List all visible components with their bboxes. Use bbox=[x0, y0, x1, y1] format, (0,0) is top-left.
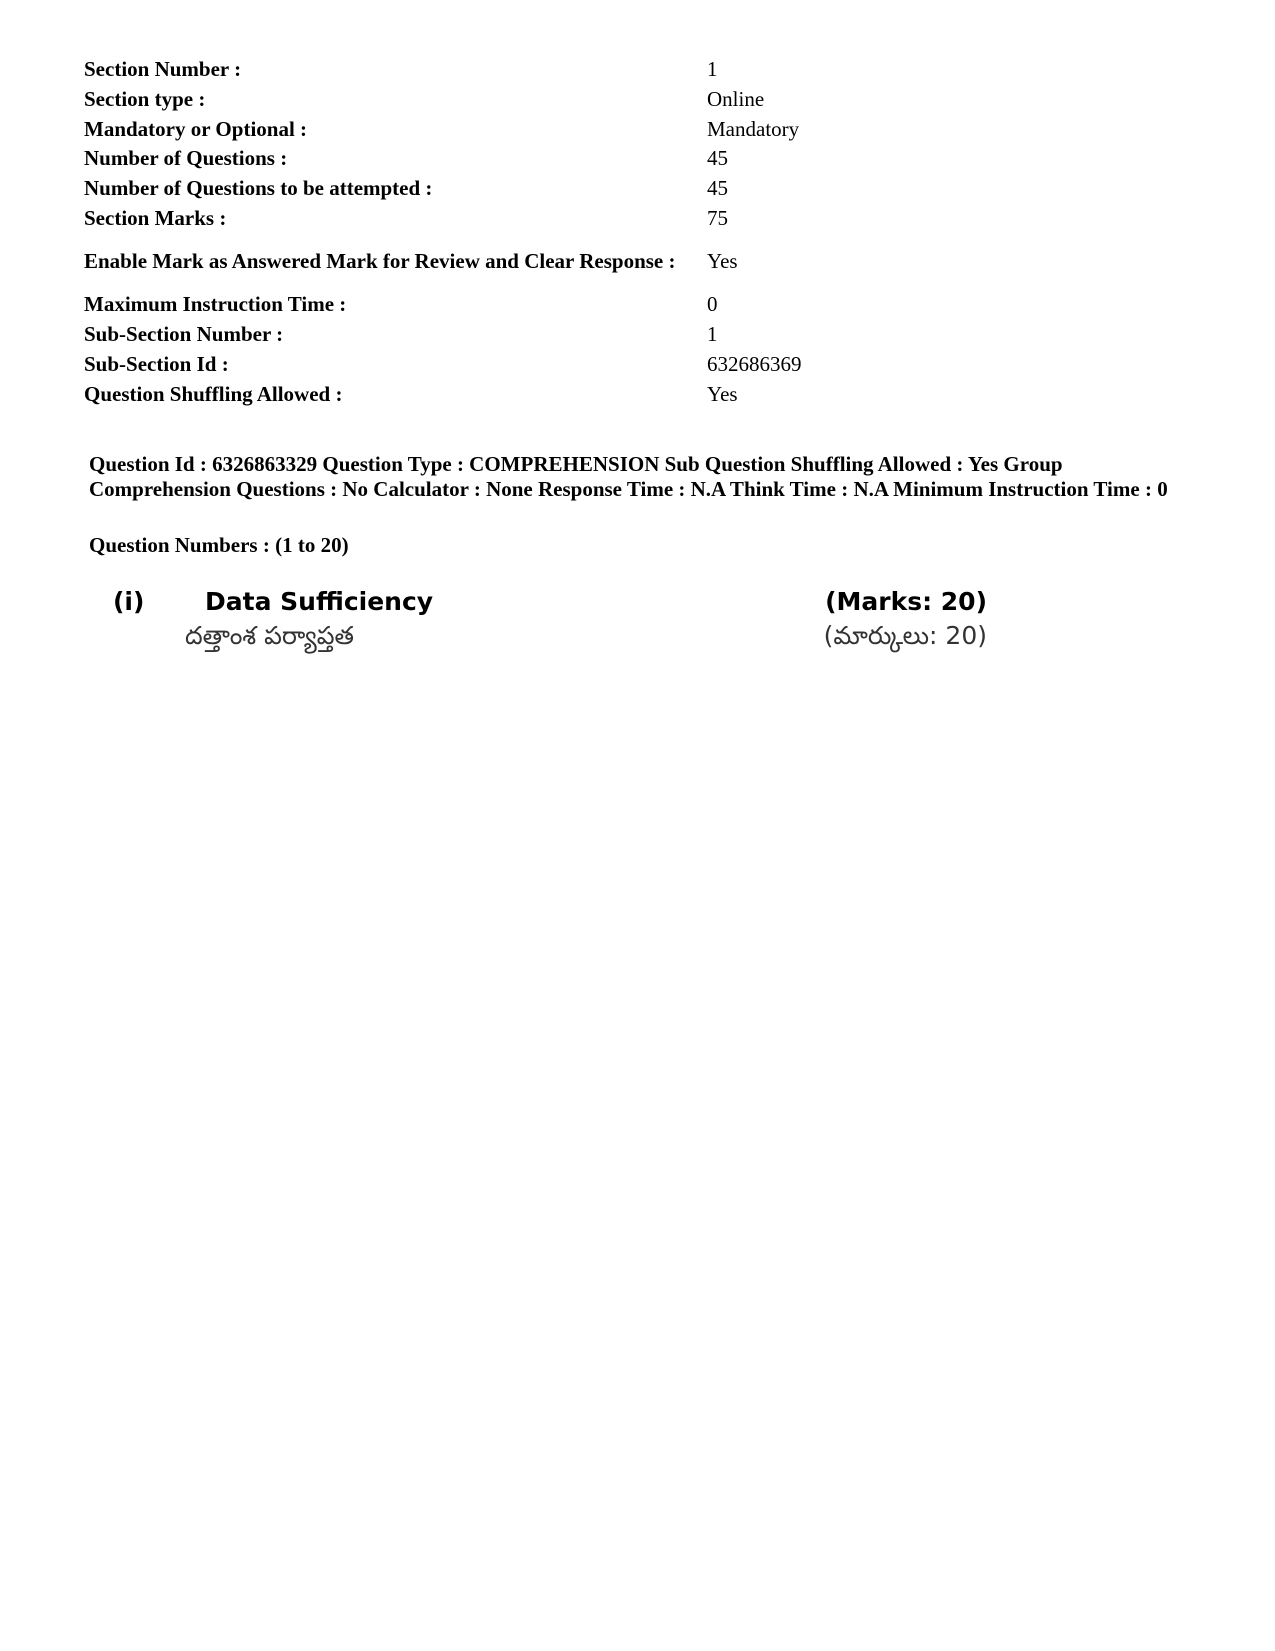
info-value: Yes bbox=[707, 381, 738, 406]
info-label: Section Number : bbox=[84, 57, 242, 82]
heading-title-english: Data Sufficiency bbox=[205, 587, 434, 616]
info-row-section-number bbox=[84, 55, 924, 85]
question-numbers: Question Numbers : (1 to 20) bbox=[89, 533, 349, 557]
info-row-question-shuffling bbox=[84, 379, 924, 409]
info-value: 45 bbox=[707, 176, 728, 201]
heading-marks-telugu: (మార్కులు: 20) bbox=[823, 621, 987, 650]
info-label: Maximum Instruction Time : bbox=[84, 292, 347, 317]
info-value: 1 bbox=[707, 322, 718, 347]
section-info-table bbox=[84, 55, 924, 409]
info-row-section-marks bbox=[84, 203, 924, 233]
info-label: Section type : bbox=[84, 87, 206, 112]
info-label: Number of Questions to be attempted : bbox=[84, 176, 433, 201]
info-row-sub-section-number bbox=[84, 320, 924, 350]
comprehension-heading bbox=[110, 585, 990, 665]
info-row-section-type bbox=[84, 85, 924, 115]
heading-title-telugu: దత్తాంశ పర్యాప్తత bbox=[185, 621, 354, 650]
info-label: Sub-Section Id : bbox=[84, 351, 229, 376]
info-row-sub-section-id bbox=[84, 350, 924, 380]
info-value: Yes bbox=[707, 249, 738, 274]
info-row-mandatory bbox=[84, 114, 924, 144]
info-row-number-of-questions bbox=[84, 144, 924, 174]
heading-marks-english: (Marks: 20) bbox=[825, 587, 987, 616]
info-label: Number of Questions : bbox=[84, 146, 288, 171]
info-row-max-instruction-time bbox=[84, 290, 924, 320]
info-value: 0 bbox=[707, 292, 718, 317]
info-row-questions-to-attempt bbox=[84, 174, 924, 204]
info-label: Sub-Section Number : bbox=[84, 322, 284, 347]
info-label: Enable Mark as Answered Mark for Review and Clear Response : bbox=[84, 249, 676, 274]
info-value: Mandatory bbox=[707, 116, 800, 141]
info-value: 75 bbox=[707, 205, 728, 230]
heading-roman-numeral: (i) bbox=[113, 587, 145, 616]
question-meta: Question Id : 6326863329 Question Type : COMPREHENSION Sub Question Shuffling Allowed : Yes Group Comprehension Questions : No Calculator : None Response Time : N.A Think Time : N.A Minimum Instruction Time : 0 bbox=[89, 452, 1168, 501]
info-value: 45 bbox=[707, 146, 728, 171]
info-value: Online bbox=[707, 87, 765, 112]
info-label: Mandatory or Optional : bbox=[84, 116, 308, 141]
info-value: 632686369 bbox=[707, 351, 802, 376]
info-value: 1 bbox=[707, 57, 718, 82]
info-row-enable-mark bbox=[84, 233, 924, 290]
info-label: Section Marks : bbox=[84, 205, 227, 230]
info-label: Question Shuffling Allowed : bbox=[84, 381, 343, 406]
